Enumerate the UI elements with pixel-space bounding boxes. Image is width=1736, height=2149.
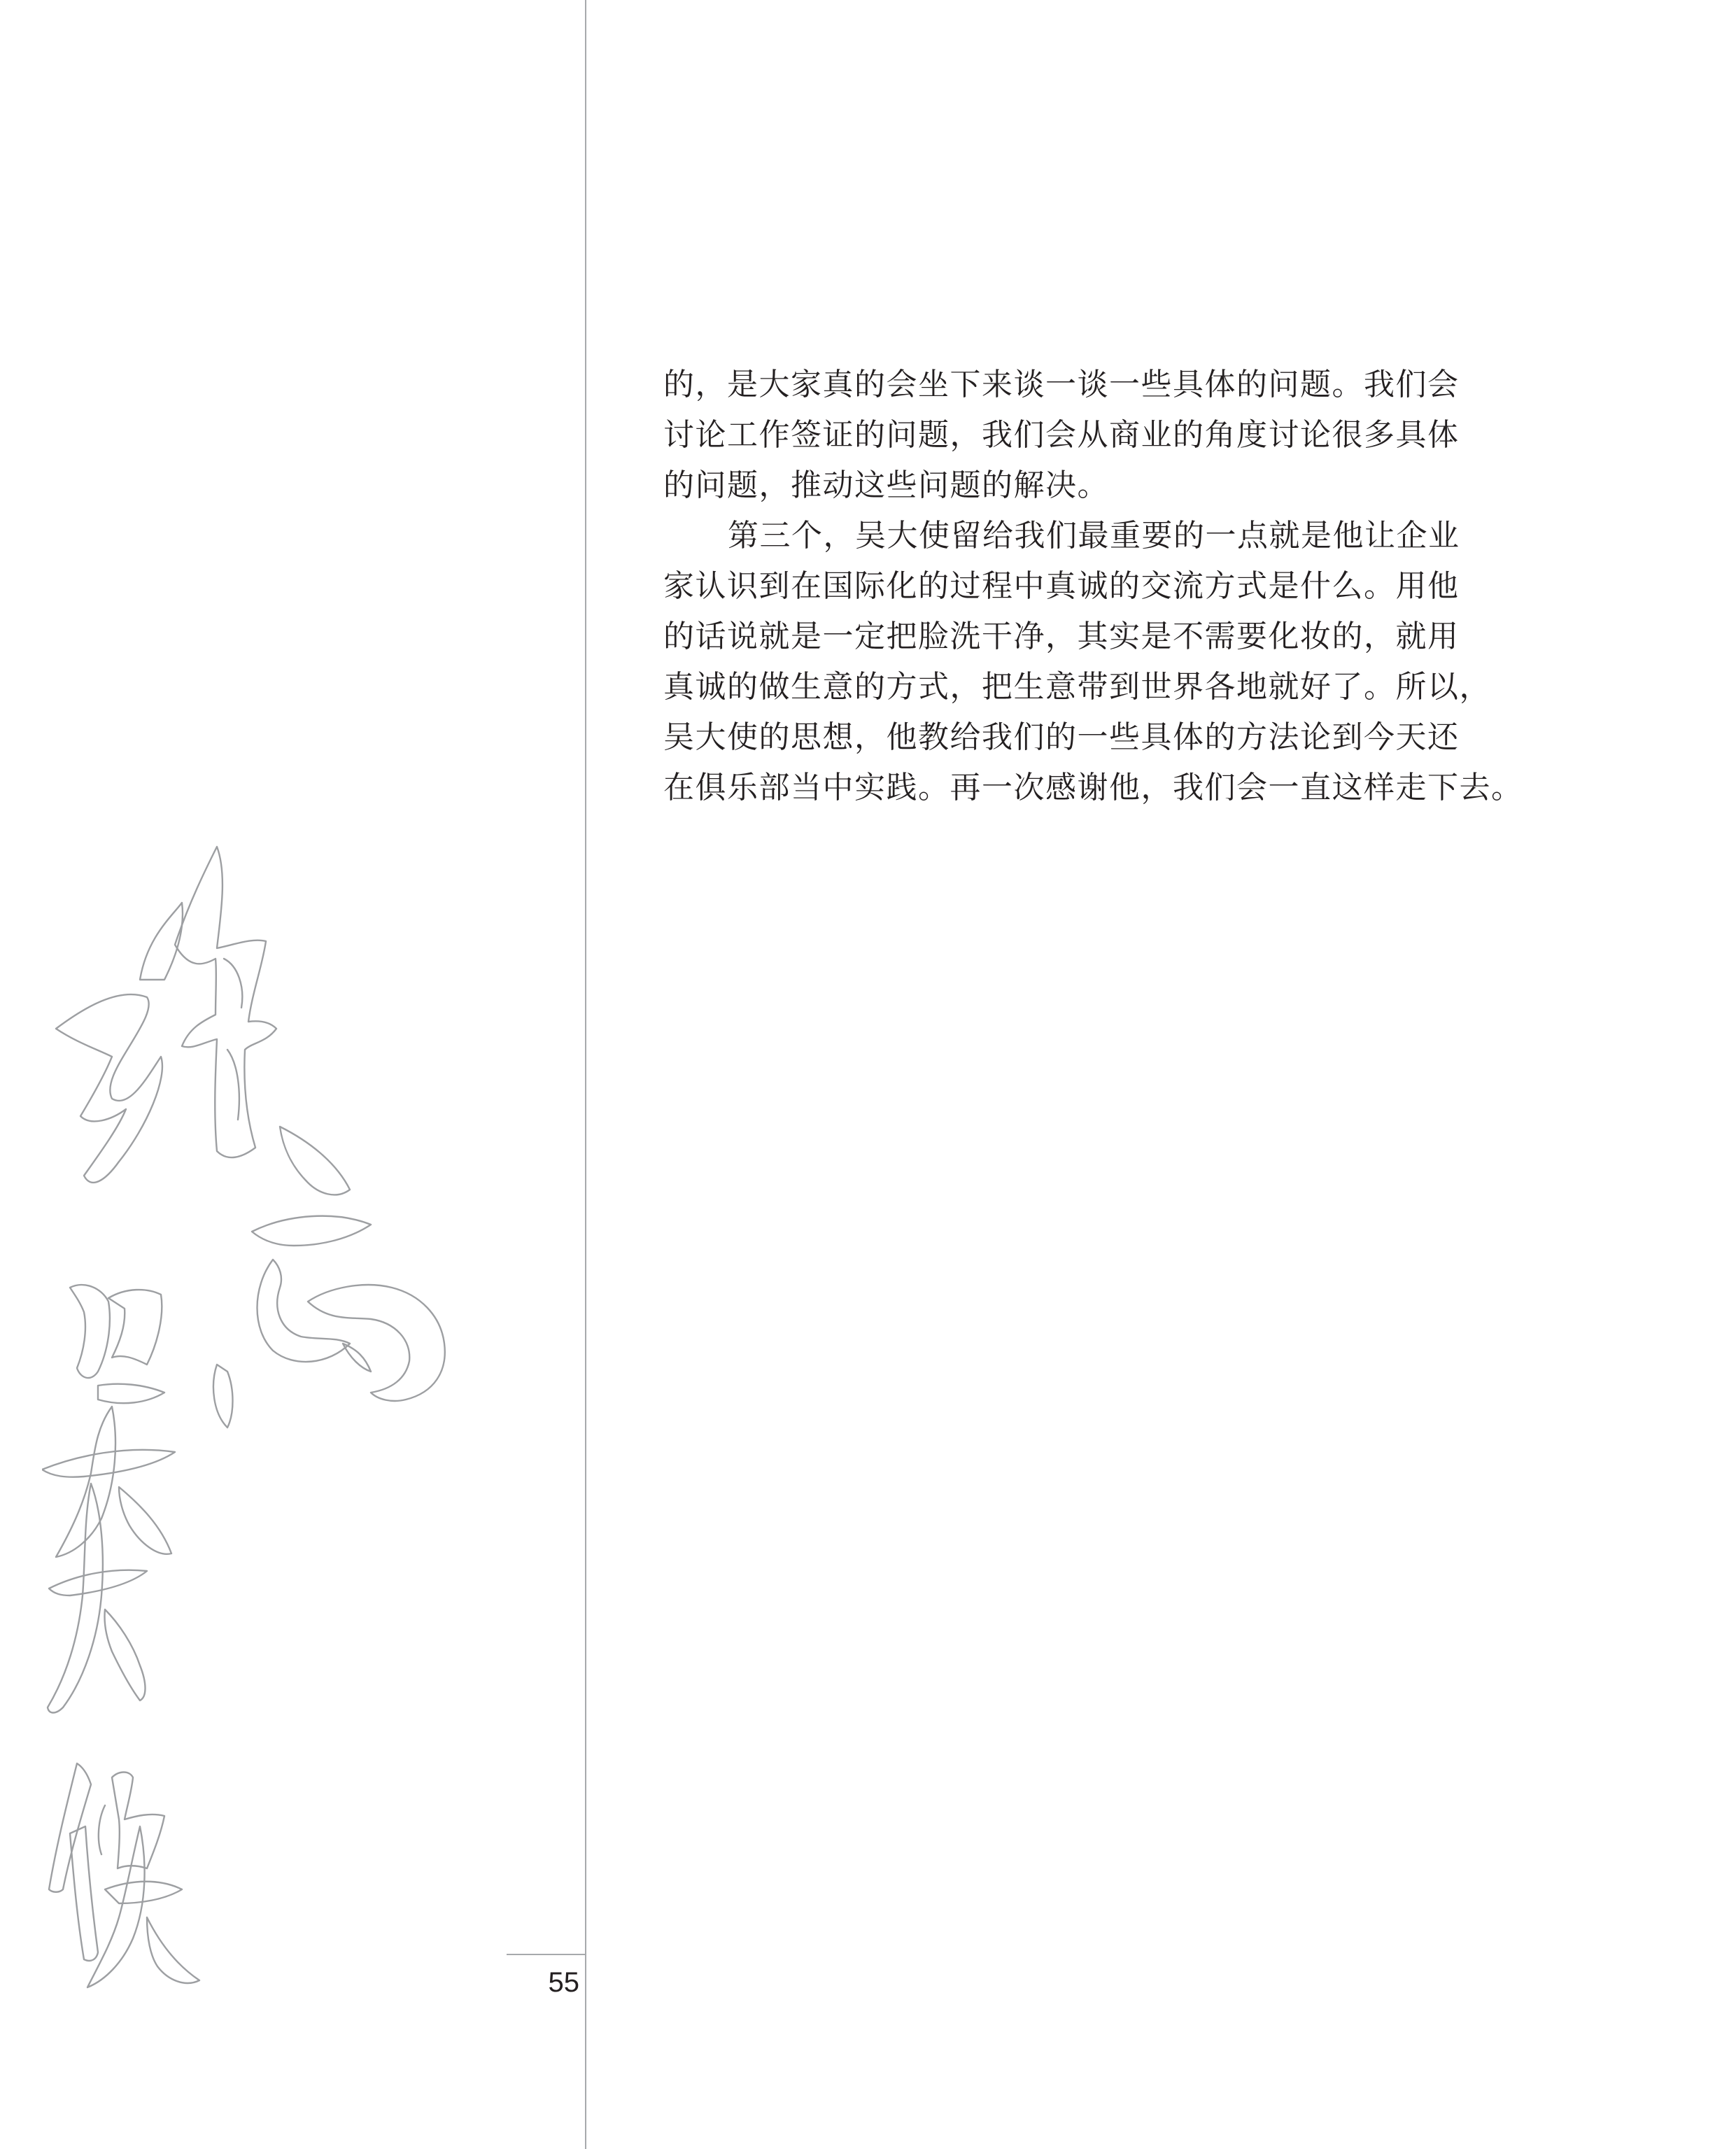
text-line: 的问题，推动这些问题的解决。 — [663, 467, 1109, 503]
text-line: 家认识到在国际化的过程中真诚的交流方式是什么。用他 — [663, 568, 1460, 604]
vertical-rule — [585, 0, 586, 2149]
page-number: 55 — [548, 1967, 579, 1998]
text-line: 的，是大家真的会坐下来谈一谈一些具体的问题。我们会 — [663, 367, 1460, 402]
calligraphy-char-wang — [213, 1127, 445, 1428]
calligraphy-char-nan — [56, 847, 276, 1183]
text-line: 的话说就是一定把脸洗干净，其实是不需要化妆的，就用 — [663, 619, 1460, 654]
text-line: 第三个，吴大使留给我们最重要的一点就是他让企业 — [728, 518, 1460, 554]
text-line: 真诚的做生意的方式，把生意带到世界各地就好了。所以， — [663, 669, 1491, 705]
text-line: 在俱乐部当中实践。再一次感谢他，我们会一直这样走下去。 — [663, 770, 1523, 805]
text-line: 吴大使的思想，他教给我们的一些具体的方法论到今天还 — [663, 719, 1460, 755]
calligraphy-char-shi — [49, 1763, 199, 1987]
calligraphy-title — [42, 798, 490, 2057]
page-number-rule — [507, 1954, 585, 1955]
body-text — [663, 360, 1523, 813]
calligraphy-char-da — [48, 1484, 147, 1713]
calligraphy-char-wu — [42, 1285, 175, 1557]
text-line: 讨论工作签证的问题，我们会从商业的角度讨论很多具体 — [663, 417, 1460, 453]
